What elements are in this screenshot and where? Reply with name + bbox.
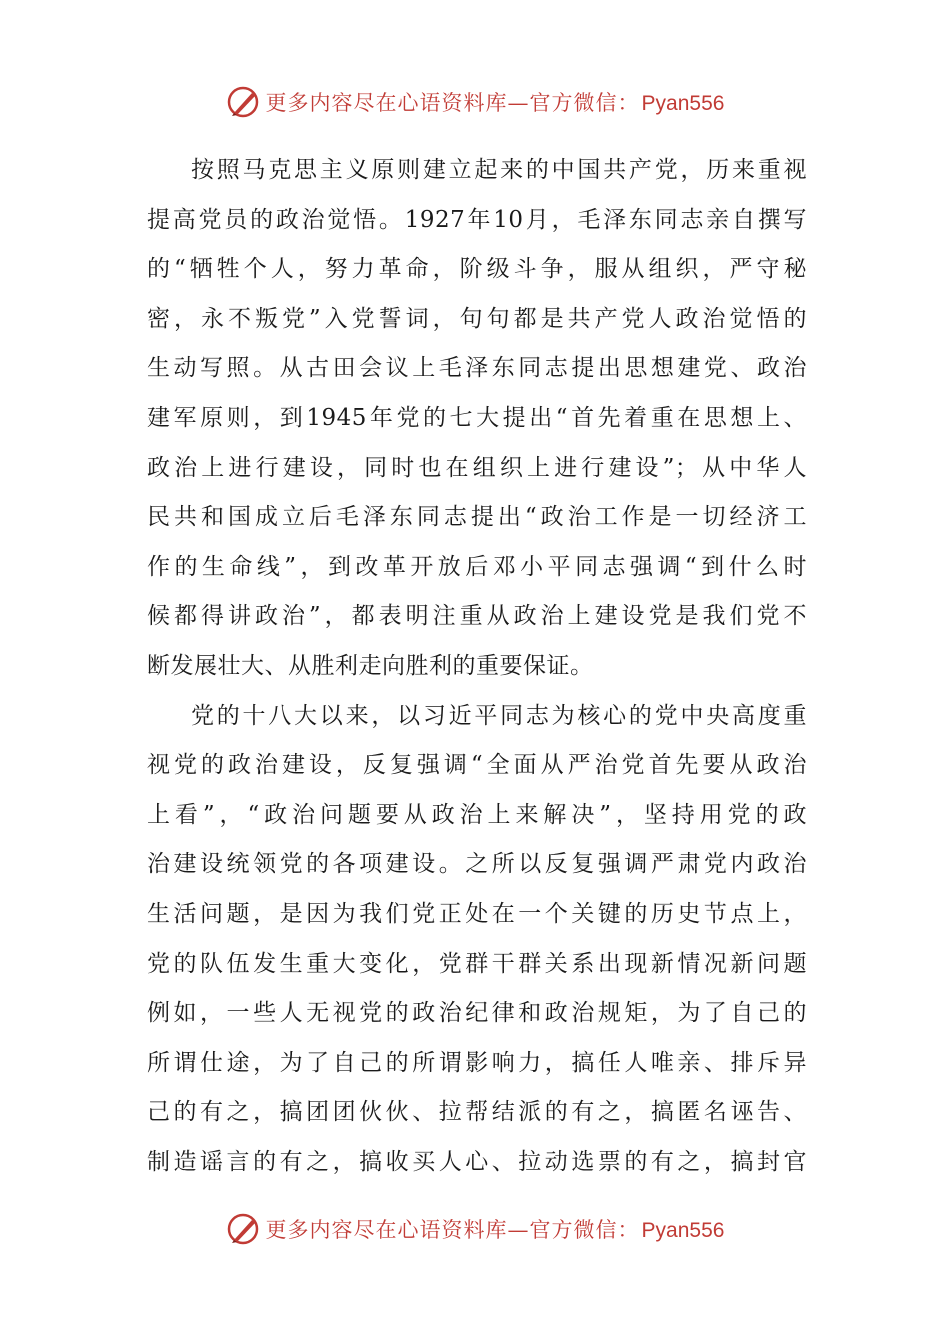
text-line: 治建设统领党的各项建设。之所以反复强调严肃党内政治 bbox=[147, 851, 807, 878]
banner-text: 更多内容尽在心语资料库—官方微信：Pyan556 bbox=[265, 91, 725, 115]
text-line: 政治上进行建设，同时也在组织上进行建设”；从中华人 bbox=[147, 454, 807, 481]
text-line: 生动写照。从古田会议上毛泽东同志提出思想建党、政治 bbox=[147, 355, 807, 382]
text-line: 密，永不叛党”入党誓词，句句都是共产党人政治觉悟的 bbox=[147, 305, 807, 332]
text-line: 断发展壮大、从胜利走向胜利的重要保证。 bbox=[147, 652, 594, 679]
text-line: 作的生命线”，到改革开放后邓小平同志强调“到什么时 bbox=[147, 553, 807, 580]
text-line: 党的队伍发生重大变化，党群干群关系出现新情况新问题 bbox=[147, 950, 807, 977]
paragraph-2 bbox=[147, 692, 807, 1188]
paragraph-1 bbox=[147, 146, 807, 692]
wechat-id: Pyan556 bbox=[641, 1219, 725, 1242]
text-line: 制造谣言的有之，搞收买人心、拉动选票的有之，搞封官 bbox=[147, 1148, 807, 1175]
text-line: 候都得讲政治”，都表明注重从政治上建设党是我们党不 bbox=[147, 603, 807, 630]
pen-logo-icon bbox=[226, 85, 260, 119]
text-line: 视党的政治建设，反复强调“全面从严治党首先要从政治 bbox=[147, 752, 807, 779]
document-body bbox=[147, 146, 807, 1187]
text-line: 按照马克思主义原则建立起来的中国共产党，历来重视 bbox=[191, 157, 807, 183]
text-line: 建军原则，到1945年党的七大提出“首先着重在思想上、 bbox=[147, 404, 807, 431]
wechat-id: Pyan556 bbox=[641, 92, 725, 115]
text-line: 的“牺牲个人，努力革命，阶级斗争，服从组织，严守秘 bbox=[147, 256, 807, 283]
text-line: 上看”，“政治问题要从政治上来解决”，坚持用党的政 bbox=[147, 801, 807, 828]
banner-text: 更多内容尽在心语资料库—官方微信：Pyan556 bbox=[265, 1218, 725, 1242]
pen-logo-icon bbox=[226, 1212, 260, 1246]
header-banner bbox=[0, 82, 950, 122]
text-line: 民共和国成立后毛泽东同志提出“政治工作是一切经济工 bbox=[147, 504, 807, 531]
text-line: 党的十八大以来，以习近平同志为核心的党中央高度重 bbox=[191, 702, 807, 729]
text-line: 所谓仕途，为了自己的所谓影响力，搞任人唯亲、排斥异 bbox=[147, 1049, 807, 1076]
text-line: 生活问题，是因为我们党正处在一个关键的历史节点上， bbox=[147, 900, 807, 927]
text-line: 例如，一些人无视党的政治纪律和政治规矩，为了自己的 bbox=[147, 1000, 807, 1027]
footer-banner bbox=[0, 1209, 950, 1249]
text-line: 提高党员的政治觉悟。1927年10月，毛泽东同志亲自撰写 bbox=[147, 206, 807, 233]
text-line: 己的有之，搞团团伙伙、拉帮结派的有之，搞匿名诬告、 bbox=[147, 1099, 807, 1126]
